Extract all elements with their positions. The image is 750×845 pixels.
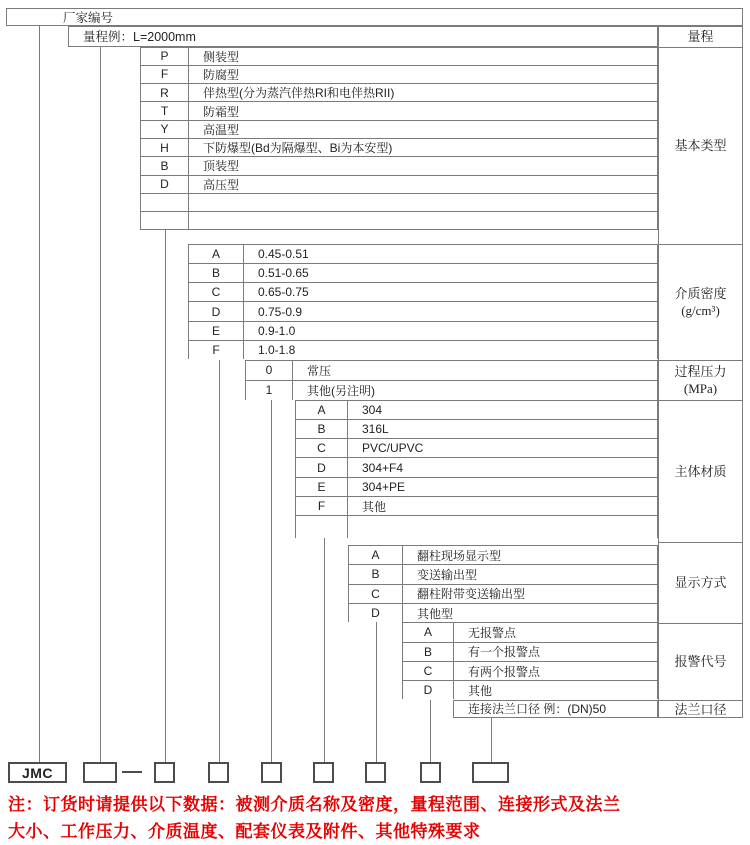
- desc-cell: 其他: [468, 683, 493, 698]
- model-code-box: [313, 762, 334, 783]
- desc-cell: 无报警点: [468, 625, 517, 640]
- code-cell: Y: [141, 121, 189, 138]
- table-row: [295, 400, 658, 419]
- code-cell: E: [296, 478, 348, 496]
- model-code-box: [365, 762, 386, 783]
- table-row: [402, 661, 658, 680]
- connector-line: [165, 230, 166, 763]
- table-row: [295, 496, 658, 515]
- code-cell: B: [349, 565, 403, 583]
- model-code-box: [208, 762, 229, 783]
- dash-separator: [122, 771, 142, 774]
- table-display-mode: [348, 545, 658, 622]
- code-cell: E: [189, 322, 244, 340]
- table-row: [140, 47, 658, 65]
- table-row: [188, 321, 658, 340]
- desc-cell: 有一个报警点: [468, 645, 541, 660]
- manufacturer-code-box: [6, 8, 743, 26]
- table-medium-density: [188, 244, 658, 360]
- table-row: [140, 211, 658, 229]
- desc-cell: 防霜型: [203, 104, 240, 119]
- table-row: [188, 301, 658, 320]
- table-process-pressure: [245, 360, 658, 400]
- desc-cell: PVC/UPVC: [362, 441, 424, 456]
- code-cell: C: [296, 439, 348, 457]
- desc-cell: 高温型: [203, 122, 240, 137]
- table-row: [140, 83, 658, 101]
- table-row: [348, 603, 658, 622]
- desc-cell: 0.65-0.75: [258, 285, 309, 300]
- ordering-note: [8, 791, 621, 845]
- desc-cell: 304+F4: [362, 460, 404, 475]
- table-row: [245, 380, 658, 400]
- table-body-material: [295, 400, 658, 539]
- code-cell: F: [189, 341, 244, 359]
- ordering-note-line-2: 大小、工作压力、介质温度、配套仪表及附件、其他特殊要求: [8, 822, 481, 841]
- category-label-range: [659, 27, 742, 48]
- desc-cell: 0.51-0.65: [258, 265, 309, 280]
- table-row: [188, 263, 658, 282]
- connector-line: [219, 360, 220, 763]
- category-label-line: 主体材质: [674, 463, 727, 479]
- model-code-box: [420, 762, 441, 783]
- code-cell: A: [349, 546, 403, 564]
- connector-line: [271, 400, 272, 763]
- category-label-display-mode: [659, 543, 742, 624]
- model-code-box: [154, 762, 175, 783]
- code-cell: A: [296, 401, 348, 419]
- code-cell: D: [189, 302, 244, 320]
- model-prefix-box: [8, 762, 67, 783]
- table-row: [188, 340, 658, 359]
- category-label-alarm-code: [659, 624, 742, 701]
- table-row: [140, 156, 658, 174]
- table-row: [295, 457, 658, 476]
- desc-cell: 高压型: [203, 177, 240, 192]
- table-row: [348, 584, 658, 603]
- model-prefix-label: JMC: [21, 764, 54, 781]
- code-cell: D: [296, 458, 348, 476]
- code-cell: R: [141, 84, 189, 101]
- manufacturer-code-label: 厂家编号: [63, 10, 114, 25]
- code-cell: D: [403, 681, 454, 699]
- table-alarm-code: [402, 622, 658, 699]
- table-row: [188, 282, 658, 301]
- connector-line: [324, 538, 325, 762]
- desc-cell: 下防爆型(Bd为隔爆型、Bi为本安型): [203, 141, 393, 156]
- table-row: [348, 564, 658, 583]
- connector-line: [100, 47, 101, 763]
- model-code-box: [83, 762, 117, 783]
- category-strip: [658, 26, 743, 718]
- code-cell: D: [141, 176, 189, 193]
- desc-cell: 变送输出型: [417, 567, 478, 582]
- desc-cell: 常压: [307, 363, 332, 378]
- table-row: [402, 680, 658, 699]
- table-row: [140, 101, 658, 119]
- code-cell: C: [349, 585, 403, 603]
- table-row: [140, 120, 658, 138]
- range-example-label: 量程例：L=2000mm: [83, 30, 196, 44]
- table-row: [402, 622, 658, 641]
- code-cell: B: [189, 264, 244, 282]
- category-label-line: 过程压力: [674, 364, 727, 379]
- model-code-box: [472, 762, 509, 783]
- table-row: [140, 175, 658, 193]
- desc-cell: 0.75-0.9: [258, 304, 303, 319]
- code-cell: F: [141, 66, 189, 83]
- desc-cell: 304: [362, 402, 383, 417]
- category-label-line: 基本类型: [674, 138, 727, 153]
- desc-cell: 顶装型: [203, 159, 240, 174]
- range-example-box: [68, 26, 658, 47]
- category-label-line: 量程: [687, 29, 714, 44]
- code-cell: B: [141, 157, 189, 174]
- code-cell: A: [189, 245, 244, 263]
- desc-cell: 1.0-1.8: [258, 343, 296, 358]
- desc-cell: [189, 194, 657, 211]
- category-label-line: 法兰口径: [674, 702, 727, 717]
- category-label-line: (g/cm³): [681, 303, 720, 318]
- desc-cell: [348, 516, 657, 538]
- code-cell: B: [296, 420, 348, 438]
- connector-line: [376, 622, 377, 762]
- code-cell: H: [141, 139, 189, 156]
- desc-cell: 304+PE: [362, 479, 406, 494]
- category-label-line: 介质密度: [674, 286, 727, 301]
- table-basic-type: [140, 47, 658, 230]
- code-cell: T: [141, 102, 189, 119]
- code-cell: P: [141, 48, 189, 65]
- connector-line: [491, 718, 492, 763]
- table-row: [245, 360, 658, 380]
- category-label-line: 显示方式: [674, 575, 727, 591]
- table-row: [348, 545, 658, 564]
- category-label-body-material: [659, 401, 742, 544]
- code-cell: [296, 516, 348, 538]
- category-label-process-pressure: [659, 361, 742, 401]
- desc-cell: 翻柱现场显示型: [417, 548, 502, 563]
- category-label-basic-type: [659, 48, 742, 245]
- table-row: [402, 642, 658, 661]
- code-cell: [141, 212, 189, 229]
- desc-cell: 其他型: [417, 606, 454, 621]
- desc-cell: 0.9-1.0: [258, 323, 296, 338]
- category-label-flange-size: [659, 701, 742, 719]
- code-cell: D: [349, 604, 403, 622]
- connector-line: [39, 26, 40, 763]
- table-row: [140, 193, 658, 211]
- flange-row: 连接法兰口径 例：(DN)50: [453, 700, 658, 718]
- desc-cell: 其他(另注明): [307, 383, 375, 398]
- desc-cell: [189, 212, 657, 229]
- desc-cell: 316L: [362, 421, 389, 436]
- table-row: [295, 419, 658, 438]
- code-cell: C: [403, 662, 454, 680]
- code-cell: F: [296, 497, 348, 515]
- category-label-line: 报警代号: [674, 654, 727, 669]
- ordering-note-line-1: 注：订货时请提供以下数据：被测介质名称及密度，量程范围、连接形式及法兰: [8, 795, 621, 814]
- desc-cell: 侧装型: [203, 49, 240, 64]
- desc-cell: 其他: [362, 499, 387, 514]
- category-label-line: (MPa): [683, 381, 718, 396]
- table-row: [188, 244, 658, 263]
- connector-line: [430, 700, 431, 763]
- desc-cell: 翻柱附带变送输出型: [417, 587, 526, 602]
- model-code-box: [261, 762, 282, 783]
- table-row: [140, 65, 658, 83]
- category-label-medium-density: [659, 245, 742, 361]
- desc-cell: 防腐型: [203, 67, 240, 82]
- code-cell: B: [403, 643, 454, 661]
- desc-cell: 0.45-0.51: [258, 246, 309, 261]
- table-row: [140, 138, 658, 156]
- code-cell: [141, 194, 189, 211]
- code-cell: 0: [246, 361, 293, 380]
- table-row: [295, 477, 658, 496]
- table-row: [295, 515, 658, 538]
- code-cell: A: [403, 623, 454, 641]
- desc-cell: 有两个报警点: [468, 664, 541, 679]
- desc-cell: 伴热型(分为蒸汽伴热RI和电伴热RII): [203, 86, 395, 101]
- code-cell: C: [189, 283, 244, 301]
- code-cell: 1: [246, 381, 293, 400]
- table-row: [295, 438, 658, 457]
